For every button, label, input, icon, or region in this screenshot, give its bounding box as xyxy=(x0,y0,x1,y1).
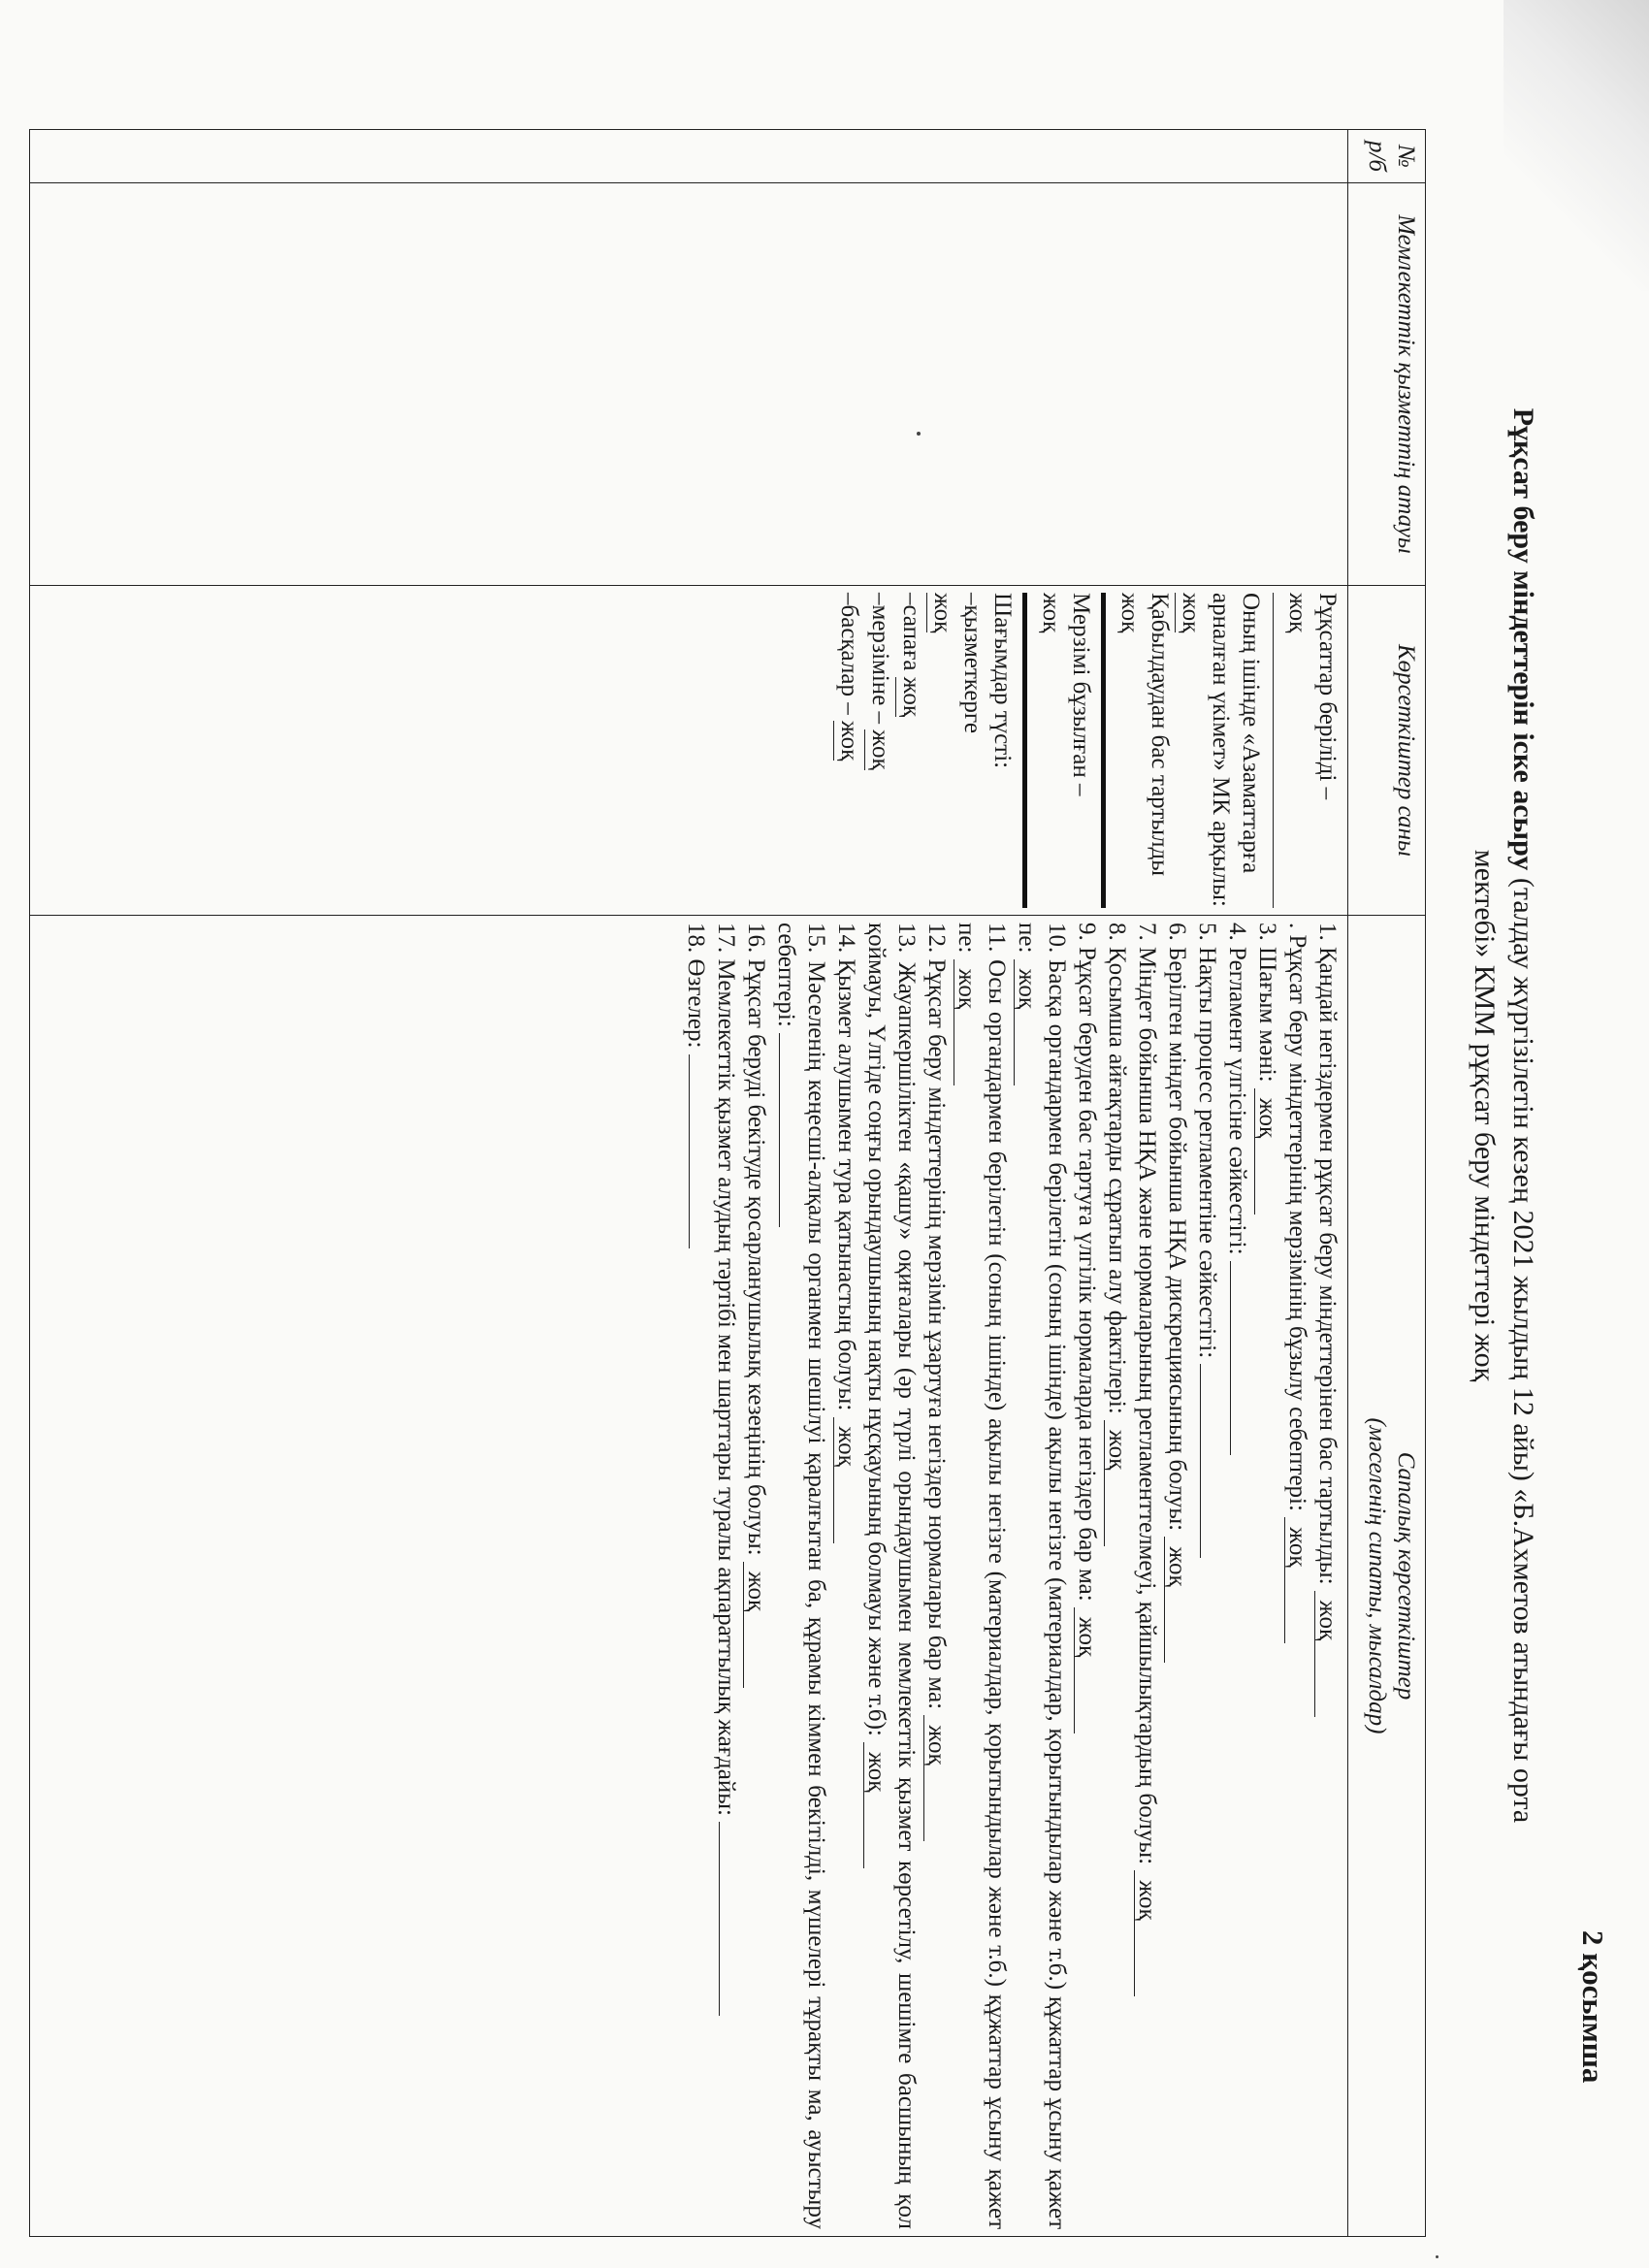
complaints-staff-value: жоқ xyxy=(926,593,957,632)
qualitative-answer: жоқ xyxy=(1254,1088,1278,1215)
cell-qualitative xyxy=(30,916,1348,2237)
qualitative-answer xyxy=(779,1033,780,1227)
list-item xyxy=(711,923,741,2229)
title-rest-line1: (талдау жүргізілетін кезең 2021 жылдың 12 айы) «Б.Ахметов атындағы орта xyxy=(1507,870,1539,1824)
qualitative-answer: жоқ xyxy=(1104,1420,1128,1546)
header-indicators-count: Көрсеткіштер саны xyxy=(1348,586,1426,916)
qualitative-question: 3. Шағым мәні: xyxy=(1254,923,1280,1083)
list-item xyxy=(1282,923,1312,2229)
gov-portal-value: жоқ xyxy=(1175,593,1206,632)
qualitative-question: 10. Басқа органдармен берілетін (соның ішінде) ақылы негізге (материалдар, қорытындылар және т.б.) құжаттар ұсыну қажет пе: xyxy=(1014,923,1070,2229)
complaints-quality-label: –сапаға xyxy=(898,593,924,671)
indicator-divider-thick xyxy=(1022,593,1027,908)
complaints-label: Шағымдар түсті: xyxy=(989,593,1016,769)
permits-label: Рұқсаттар беріліді – xyxy=(1314,593,1341,800)
qualitative-answer: жоқ xyxy=(1164,1537,1188,1663)
qualitative-answer xyxy=(719,1822,720,2016)
list-item xyxy=(681,923,711,2229)
list-item xyxy=(922,923,952,2229)
permits-indicator xyxy=(1282,593,1342,908)
gov-portal-label: Оның ішінде «Азаматтарға арналған үкімет» МК арқылы: xyxy=(1208,593,1264,907)
overdue-indicator xyxy=(1036,593,1096,908)
list-item xyxy=(1012,923,1072,2229)
header-qualitative xyxy=(1348,916,1426,2237)
qualitative-answer: жоқ xyxy=(1014,959,1038,1085)
qualitative-answer: жоқ xyxy=(923,1715,948,1841)
cell-indicators xyxy=(30,586,1348,916)
qualitative-answer: жоқ xyxy=(1134,1870,1158,1996)
qualitative-answer: жоқ xyxy=(1074,1607,1098,1733)
header-qualitative-title: Сапалық көрсеткіштер xyxy=(1393,1451,1419,1701)
qualitative-question: 14. Қызмет алушымен тура қатынастың болуы: xyxy=(833,923,859,1411)
qualitative-question: 7. Міндет бойынша НҚА және нормаларының регламенттелмеуі, қайшылықтардың болуы: xyxy=(1134,923,1160,1865)
qualitative-question: 1. Қандай негіздермен рұқсат беру міндеттерінен бас тартылды: xyxy=(1314,923,1341,1585)
qualitative-answer xyxy=(1230,1261,1231,1455)
indicator-divider xyxy=(1273,593,1274,908)
qualitative-answer xyxy=(1200,1364,1201,1558)
gov-portal-indicator xyxy=(1175,593,1266,908)
qualitative-question: 11. Осы органдармен берілетін (соның ішінде) ақылы негізге (материалдар, қорытындылар және т.б.) құжаттар ұсыну қажет пе: xyxy=(954,923,1010,2229)
complaints-other-value: жоқ xyxy=(833,721,864,761)
list-item xyxy=(1132,923,1162,2229)
qualitative-answer: жоқ xyxy=(863,1742,888,1868)
list-item xyxy=(1102,923,1132,2229)
permits-value: жоқ xyxy=(1284,593,1310,633)
qualitative-list xyxy=(681,923,1342,2229)
refusal-indicator xyxy=(1115,593,1175,908)
header-number: № р/б xyxy=(1348,130,1426,183)
cell-number xyxy=(30,130,1348,183)
list-item xyxy=(1072,923,1102,2229)
qualitative-answer: жоқ xyxy=(1314,1591,1339,1717)
qualitative-answer: жоқ xyxy=(1284,1517,1309,1643)
overdue-label: Мерзімі бұзылған – xyxy=(1068,593,1094,796)
document-title xyxy=(1465,252,1542,1979)
list-item xyxy=(741,923,771,2229)
list-item xyxy=(1162,923,1192,2229)
qualitative-answer: жоқ xyxy=(743,1562,767,1688)
table-header-row xyxy=(1348,130,1426,2237)
qualitative-question: 12. Рұқсат беру міндеттерінің мерзімін ұзартуға негіздер нормалары бар ма: xyxy=(923,923,950,1710)
complaints-term-value: жоқ xyxy=(864,729,895,769)
qualitative-answer: жоқ xyxy=(954,959,978,1085)
report-table xyxy=(29,129,1426,2237)
complaints-quality-value: жоқ xyxy=(895,677,926,717)
qualitative-question: 8. Қосымша айғақтарды сұратып алу фактілері: xyxy=(1104,923,1130,1414)
list-item xyxy=(861,923,922,2229)
qualitative-question: 15. Мәселенің кеңесші-алқалы органмен шешілуі қаралғытан ба, құрамы кіммен бекітілді, мүшелері тұрақты ма, ауыстыру себептері: xyxy=(773,923,829,2229)
qualitative-question: 9. Рұқсат беруден бас тартуға үлгілік нормаларда негіздер бар ма: xyxy=(1074,923,1100,1602)
qualitative-question: 17. Мемлекеттік қызмет алудың тәртібі мен шарттары туралы ақпараттылық жағдайы: xyxy=(713,923,739,1816)
qualitative-question: 5. Нақты процесс регламентіне сәйкестігі: xyxy=(1194,923,1220,1359)
qualitative-question: 18. Өзгелер: xyxy=(683,923,709,1049)
table-row xyxy=(30,130,1348,2237)
title-bold-part: Рұқсат беру міндеттерін іске асыру xyxy=(1507,407,1539,871)
qualitative-question: 13. Жауапкершіліктен «қашу» оқиғалары (әр түрлі орындаушымен мемлекеттік қызмет көрсетілу, шешімге басшының қол қоймауы, Үлгіде соңғы орындаушының нақты нұсқауының болмауы және т.б): xyxy=(863,923,920,2229)
list-item xyxy=(1252,923,1282,2229)
list-item xyxy=(1192,923,1222,2229)
qualitative-question: 6. Берілген міндет бойынша НҚА дискрециясының болуы: xyxy=(1164,923,1190,1532)
qualitative-question: 16. Рұқсат беруді бекітуде қосарланушылық кезеңінің болуы: xyxy=(743,923,769,1556)
list-item xyxy=(831,923,861,2229)
qualitative-question: . Рұқсат беру міндеттерінің мерзімінің бұзылу себептері: xyxy=(1284,923,1310,1511)
header-qualitative-subtitle: (мәселенің сипаты, мысалдар) xyxy=(1364,1417,1390,1734)
title-rest-line2: мектебі» КММ рұқсат беру міндеттері жоқ xyxy=(1469,849,1501,1382)
header-service-name: Мемлекеттік қызметтің атауы xyxy=(1348,183,1426,586)
refusal-label: Қабылдаудан бас тартылды xyxy=(1147,593,1173,877)
overdue-value: жоқ xyxy=(1038,593,1064,633)
complaints-indicator xyxy=(833,593,1018,908)
complaints-other-label: –басқалар – xyxy=(836,593,862,715)
list-item xyxy=(771,923,831,2229)
annex-label: 2 қосымша xyxy=(1576,1930,1610,2084)
list-item xyxy=(952,923,1012,2229)
list-item xyxy=(1312,923,1342,2229)
list-item xyxy=(1222,923,1252,2229)
complaints-term-label: –мерзіміне – xyxy=(867,593,893,725)
qualitative-question: 4. Регламент үлгісіне сәйкестігі: xyxy=(1224,923,1250,1255)
qualitative-answer: жоқ xyxy=(833,1417,857,1543)
cell-service-name xyxy=(30,183,1348,586)
refusal-value: жоқ xyxy=(1116,593,1143,633)
complaints-staff-label: –қызметкерге xyxy=(959,593,986,733)
indicator-divider-thick xyxy=(1101,593,1106,908)
qualitative-answer xyxy=(689,1054,690,1248)
